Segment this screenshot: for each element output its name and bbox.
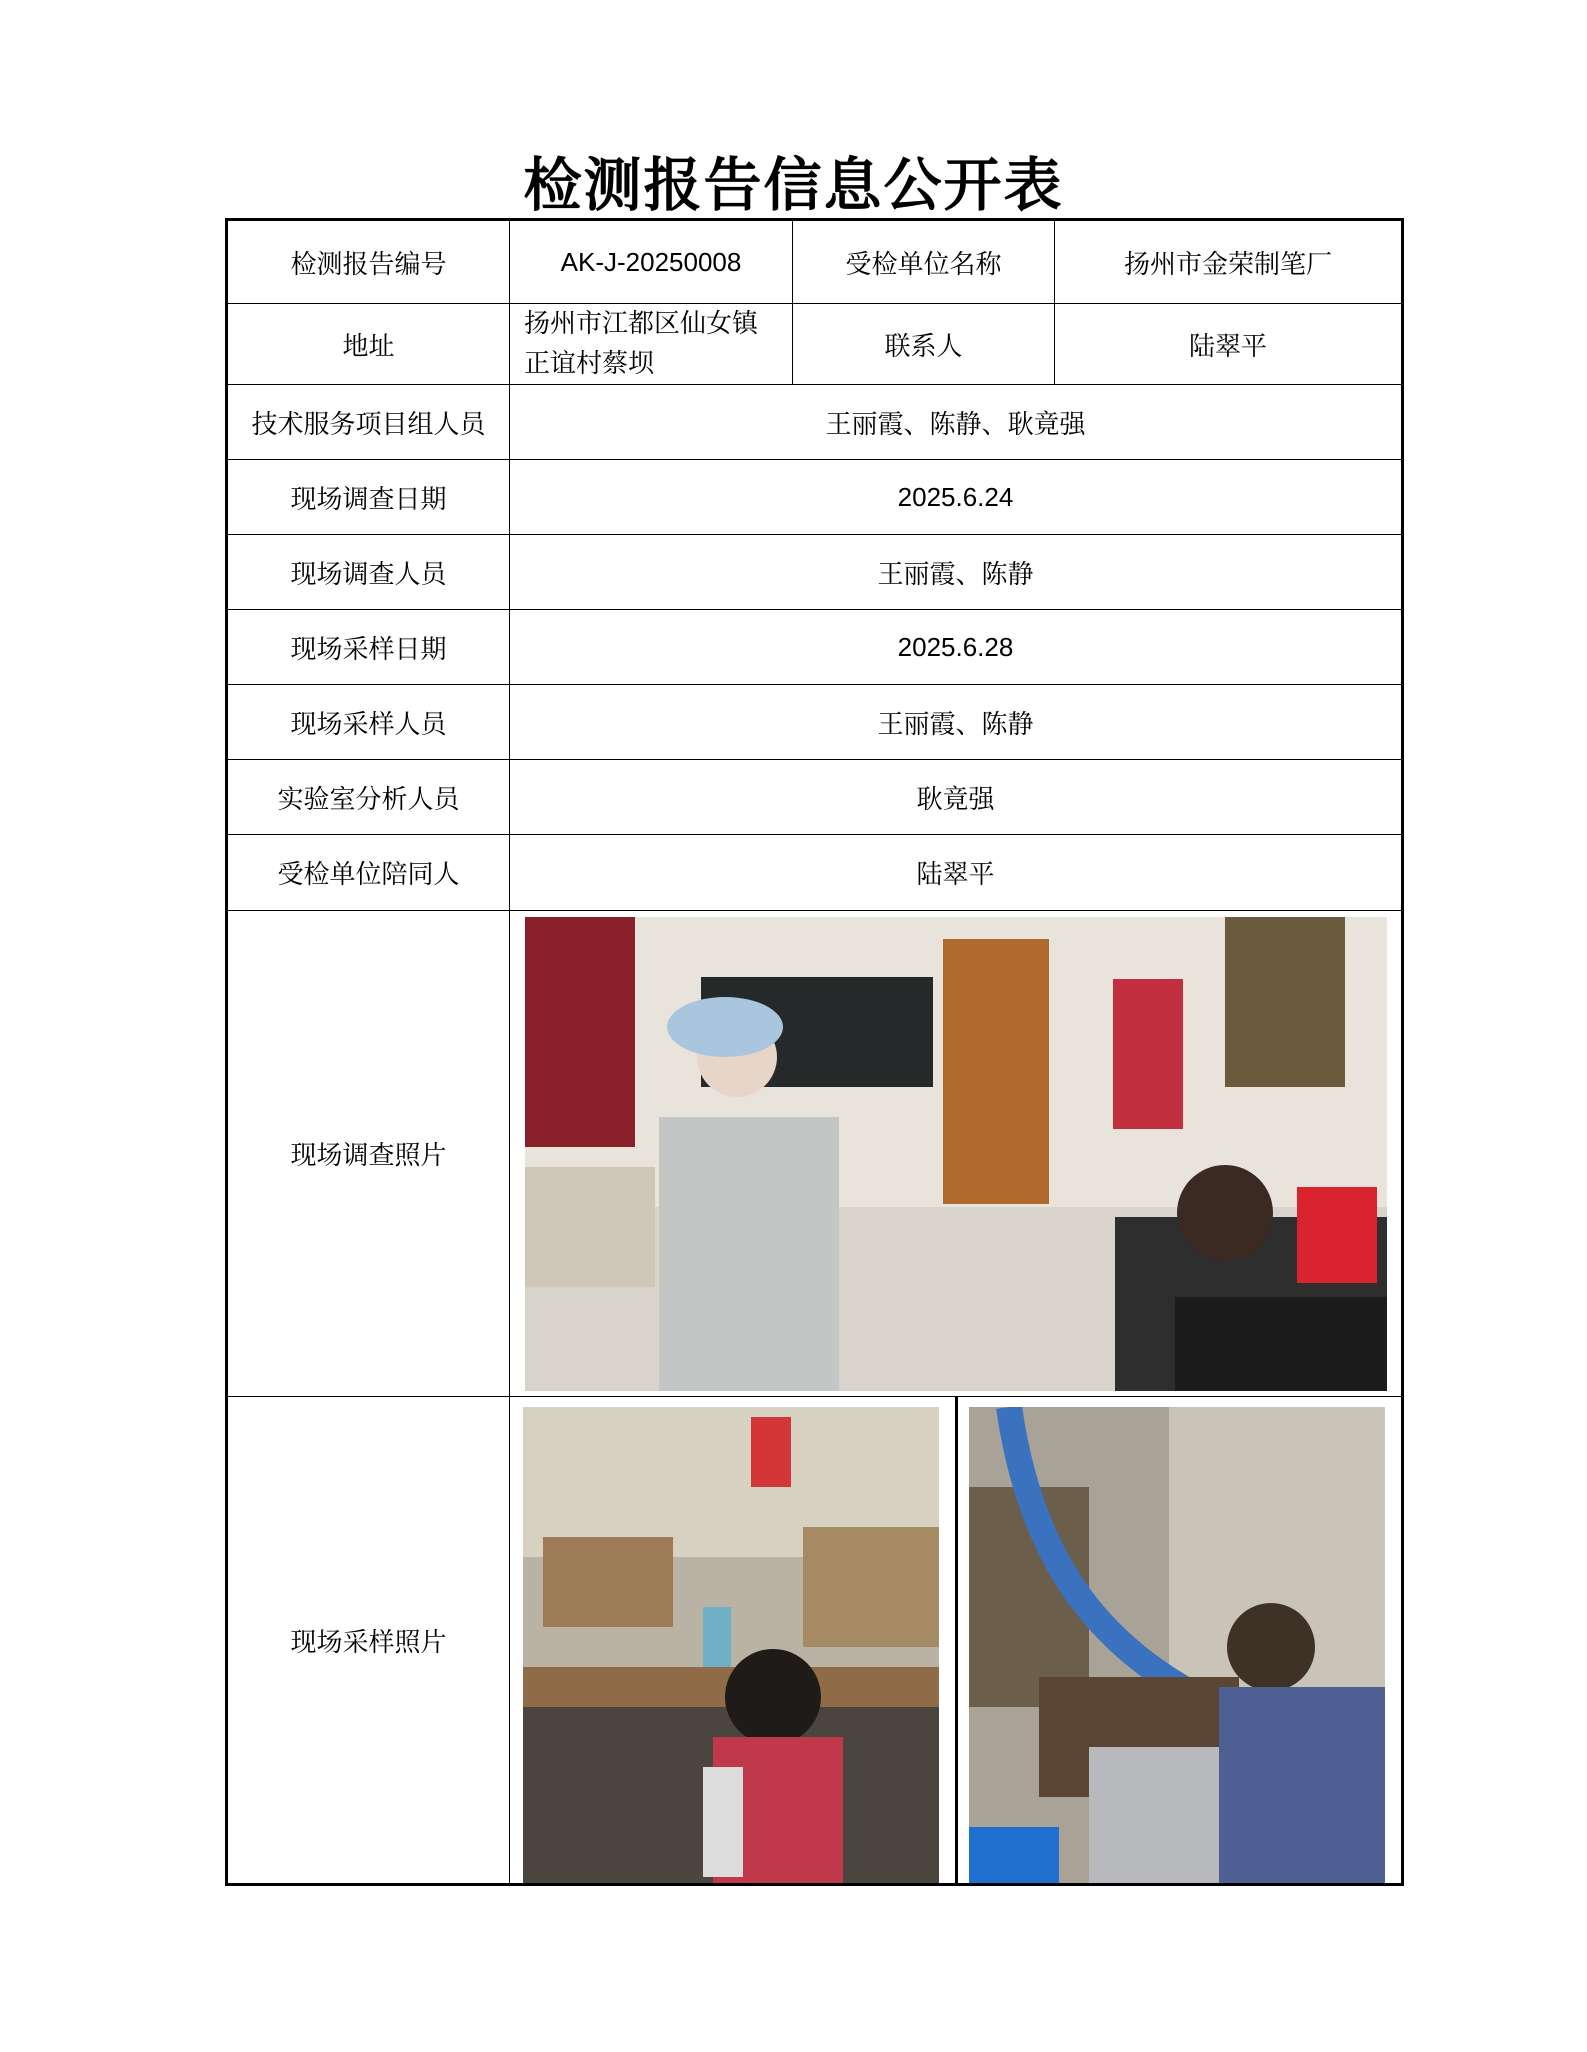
row-label: 现场调查人员 <box>227 535 510 610</box>
row-label: 实验室分析人员 <box>227 760 510 835</box>
row-value: 王丽霞、陈静 <box>510 535 1403 610</box>
contact-value: 陆翠平 <box>1055 304 1403 385</box>
row-label: 现场调查日期 <box>227 460 510 535</box>
sampling-photo-1 <box>523 1407 939 1883</box>
survey-photo-cell <box>510 911 1403 1397</box>
label-report-no: 检测报告编号 <box>227 220 510 304</box>
row-label: 受检单位陪同人 <box>227 835 510 911</box>
row-label: 现场采样日期 <box>227 610 510 685</box>
row-value: 王丽霞、陈静 <box>510 685 1403 760</box>
row-value: 耿竟强 <box>510 760 1403 835</box>
table-row <box>227 610 1403 685</box>
table-row <box>227 460 1403 535</box>
label-address: 地址 <box>227 304 510 385</box>
table-row <box>227 220 1403 304</box>
sampling-photo-label: 现场采样照片 <box>227 1397 510 1885</box>
photo-divider <box>955 1397 958 1883</box>
survey-photo <box>525 917 1387 1391</box>
table-row <box>227 535 1403 610</box>
page-title: 检测报告信息公开表 <box>523 151 1064 219</box>
row-value: 2025.6.24 <box>510 460 1403 535</box>
report-no-value: AK-J-20250008 <box>510 220 793 304</box>
label-contact: 联系人 <box>793 304 1055 385</box>
table-row <box>227 385 1403 460</box>
address-line-2: 正谊村蔡坝 <box>524 349 655 379</box>
row-label: 现场采样人员 <box>227 685 510 760</box>
label-unit-name: 受检单位名称 <box>793 220 1055 304</box>
report-table <box>225 218 1404 1886</box>
row-value: 2025.6.28 <box>510 610 1403 685</box>
table-row <box>227 911 1403 1397</box>
survey-photo-label: 现场调查照片 <box>227 911 510 1397</box>
address-line-1: 扬州市江都区仙女镇 <box>524 309 759 339</box>
table-row <box>227 1397 1403 1885</box>
table-row <box>227 835 1403 911</box>
row-value: 陆翠平 <box>510 835 1403 911</box>
unit-name-value: 扬州市金荣制笔厂 <box>1055 220 1403 304</box>
address-value <box>510 304 793 385</box>
table-row <box>227 304 1403 385</box>
row-value: 王丽霞、陈静、耿竟强 <box>510 385 1403 460</box>
row-label: 技术服务项目组人员 <box>227 385 510 460</box>
table-row <box>227 760 1403 835</box>
table-row <box>227 685 1403 760</box>
sampling-photo-2 <box>969 1407 1385 1883</box>
sampling-photo-cell <box>510 1397 1403 1885</box>
